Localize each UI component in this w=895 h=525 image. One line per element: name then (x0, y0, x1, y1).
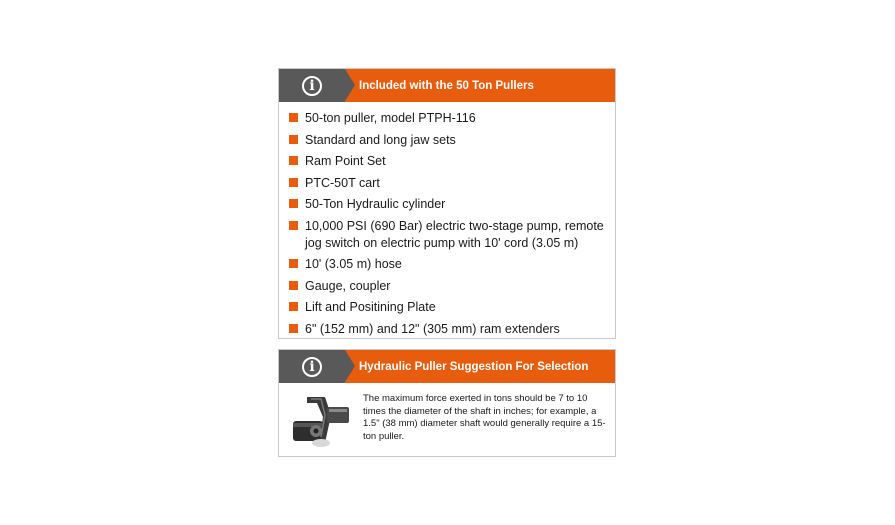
bullet-icon (289, 259, 298, 268)
included-header-icon-box (279, 69, 345, 102)
list-item-text: 10' (3.05 m) hose (305, 257, 402, 271)
suggestion-body (279, 383, 615, 449)
included-header (279, 69, 615, 102)
bullet-icon (289, 178, 298, 187)
bullet-icon (289, 113, 298, 122)
info-icon: i (302, 76, 322, 96)
bullet-icon (289, 221, 298, 230)
list-item (289, 218, 615, 252)
list-item (289, 256, 615, 273)
list-item-text: 10,000 PSI (690 Bar) electric two-stage pump, remote jog switch on electric pump with 10' cord (3.05 m) (305, 218, 604, 250)
included-items-card (278, 68, 616, 339)
bullet-icon (289, 324, 298, 333)
list-item (289, 153, 615, 170)
included-list (279, 102, 615, 338)
list-item-text: PTC-50T cart (305, 175, 380, 190)
list-item (289, 299, 615, 316)
bullet-icon (289, 302, 298, 311)
suggestion-header (279, 350, 615, 383)
list-item (289, 196, 615, 213)
list-item-text: Standard and long jaw sets (305, 132, 456, 147)
list-item (289, 278, 615, 295)
included-title: Included with the 50 Ton Pullers (345, 69, 615, 102)
suggestion-header-icon-box (279, 350, 345, 383)
suggestion-text: The maximum force exerted in tons should be 7 to 10 times the diameter of the shaft in inches; for example, a 1.5" (38 mm) diameter shaft would generally require a 15-ton puller. (363, 393, 606, 442)
list-item (289, 110, 615, 127)
list-item-text: Ram Point Set (305, 154, 386, 168)
suggestion-card (278, 349, 616, 457)
info-icon: i (302, 357, 322, 377)
bullet-icon (289, 135, 298, 144)
bullet-icon (289, 281, 298, 290)
list-item (289, 132, 615, 149)
list-item (289, 321, 615, 338)
list-item (289, 175, 615, 192)
list-item-text: 6" (152 mm) and 12" (305 mm) ram extenders (305, 321, 560, 336)
bullet-icon (289, 199, 298, 208)
list-item-text: 50-Ton Hydraulic cylinder (305, 197, 446, 211)
list-item-text: Lift and Positining Plate (305, 300, 436, 314)
bullet-icon (289, 156, 298, 165)
list-item-text: Gauge, coupler (305, 278, 391, 293)
suggestion-title: Hydraulic Puller Suggestion For Selection (345, 350, 615, 383)
hydraulic-puller-image (291, 393, 351, 449)
list-item-text: 50-ton puller, model PTPH-116 (305, 111, 476, 125)
